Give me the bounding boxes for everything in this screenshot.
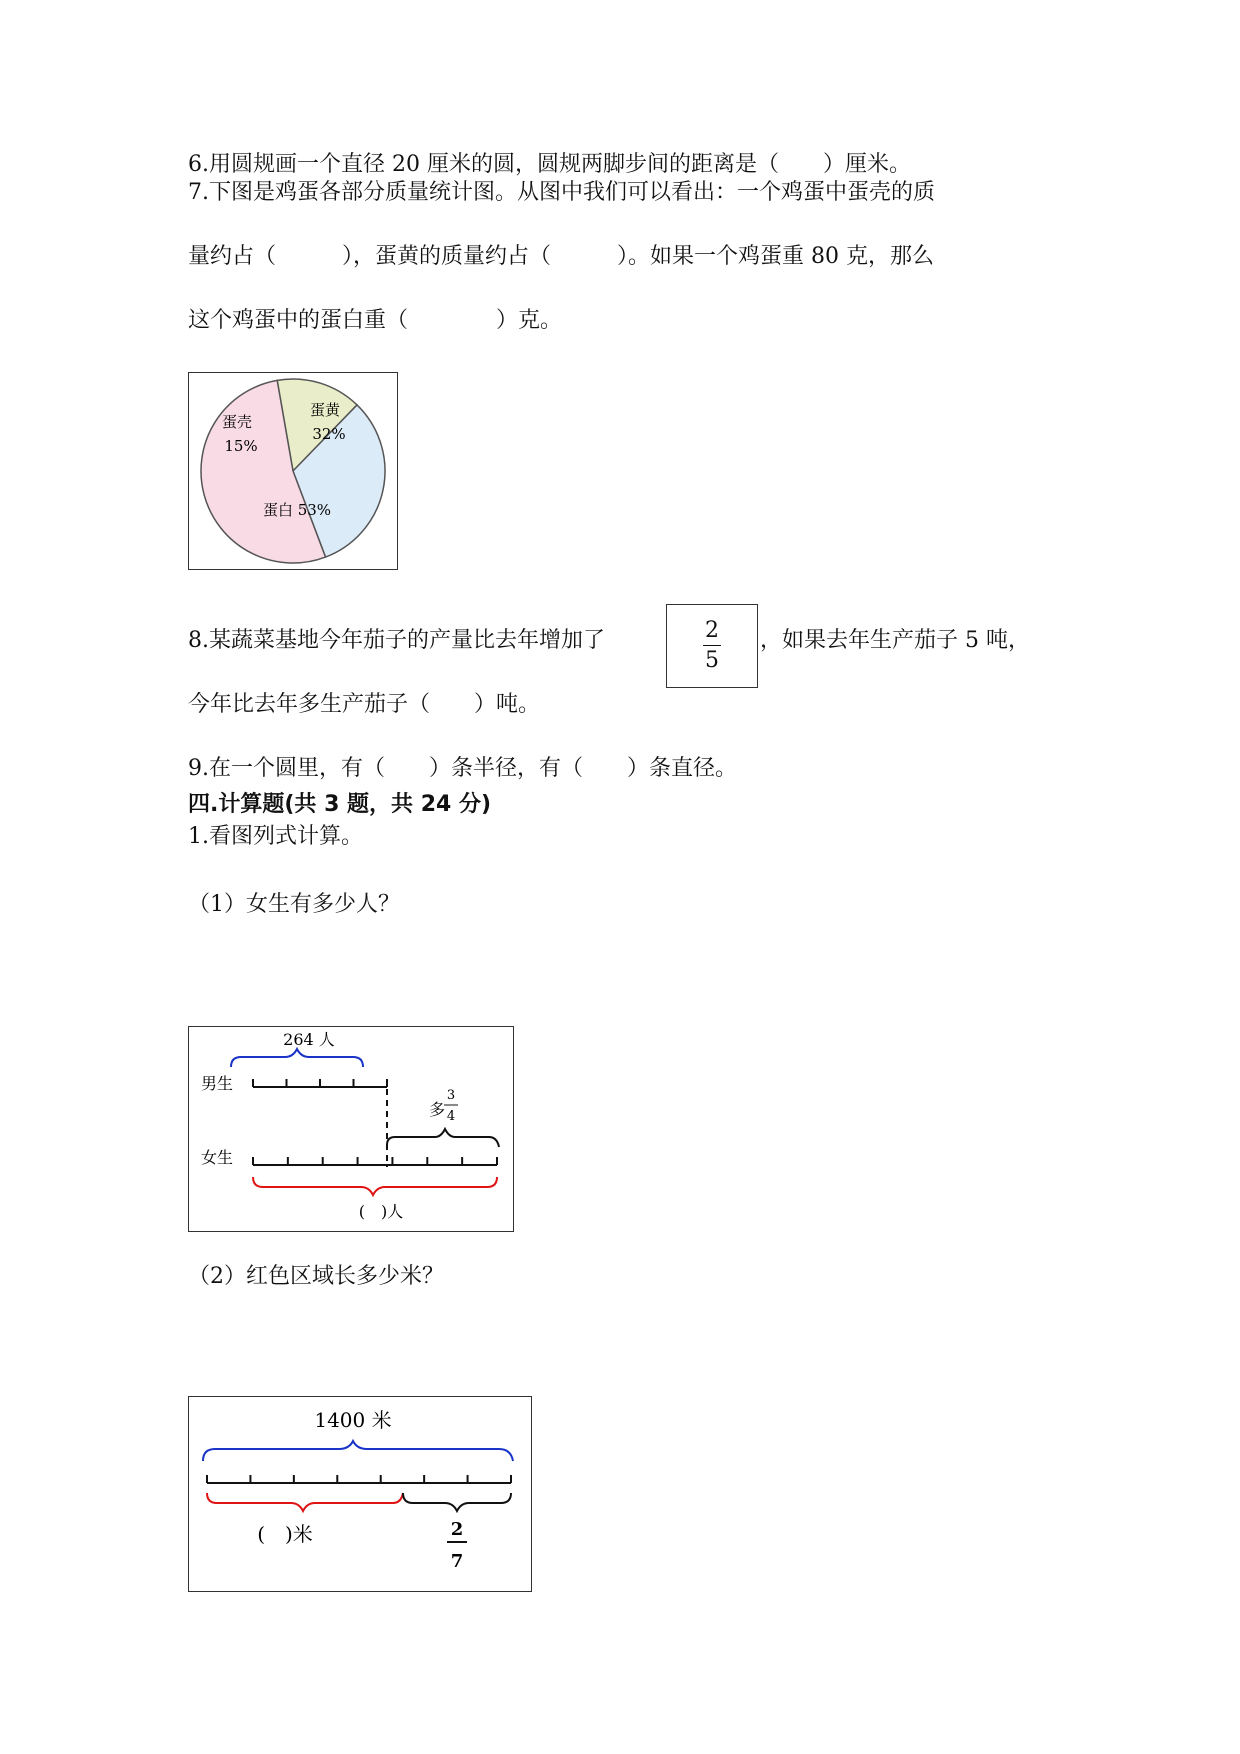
boys-total-label: 264 人 bbox=[283, 1030, 335, 1049]
pie-label-white: 蛋白 53% bbox=[262, 501, 332, 519]
boys-girls-diagram bbox=[188, 1026, 514, 1232]
extra-numerator: 3 bbox=[446, 1088, 456, 1103]
extra-denominator: 4 bbox=[446, 1109, 456, 1124]
sub-question-1: （1）女生有多少人？ bbox=[188, 892, 400, 917]
question-7-line-1: 7.下图是鸡蛋各部分质量统计图。从图中我们可以看出：一个鸡蛋中蛋壳的质 bbox=[188, 180, 935, 205]
top-brace-blue bbox=[231, 1049, 363, 1067]
pie-label-shell-pct: 15% bbox=[224, 437, 258, 455]
section-4-heading: 四.计算题(共 3 题，共 24 分) bbox=[188, 792, 492, 817]
question-9: 9.在一个圆里，有（ ）条半径，有（ ）条直径。 bbox=[188, 756, 737, 781]
question-6: 6.用圆规画一个直径 20 厘米的圆，圆规两脚步间的距离是（ ）厘米。 bbox=[188, 152, 911, 177]
bottom-brace-black bbox=[403, 1493, 511, 1511]
question-8-part-1: 8.某蔬菜基地今年茄子的产量比去年增加了 bbox=[188, 628, 605, 653]
fraction-denominator: 7 bbox=[450, 1551, 464, 1572]
length-diagram bbox=[188, 1396, 532, 1592]
bottom-brace-red bbox=[253, 1177, 497, 1195]
extra-brace bbox=[387, 1129, 499, 1147]
fraction-bar bbox=[703, 645, 721, 646]
question-7-line-3: 这个鸡蛋中的蛋白重（ ）克。 bbox=[188, 308, 563, 333]
question-8-part-2: ，如果去年生产茄子 5 吨， bbox=[760, 628, 1030, 653]
sub-question-2: （2）红色区域长多少米？ bbox=[188, 1264, 444, 1289]
pie-label-shell-name: 蛋壳 bbox=[221, 413, 253, 431]
top-brace-blue bbox=[203, 1441, 513, 1461]
question-7-line-2: 量约占（ ），蛋黄的质量约占（ ）。如果一个鸡蛋重 80 克，那么 bbox=[188, 244, 934, 269]
length-svg bbox=[189, 1397, 531, 1591]
boys-girls-svg bbox=[189, 1027, 513, 1231]
fraction-numerator: 2 bbox=[450, 1519, 464, 1540]
pie-label-yolk-pct: 32% bbox=[312, 425, 346, 443]
extra-prefix: 多 bbox=[429, 1100, 446, 1119]
bottom-brace-red bbox=[207, 1493, 403, 1511]
section-4-question-1: 1.看图列式计算。 bbox=[188, 824, 363, 849]
pie-svg bbox=[189, 373, 397, 569]
girls-label: 女生 bbox=[201, 1148, 234, 1167]
fraction-box bbox=[666, 604, 758, 688]
total-length-label: 1400 米 bbox=[314, 1408, 392, 1432]
question-8-line-2: 今年比去年多生产茄子（ ）吨。 bbox=[188, 692, 541, 717]
red-length-label: ( )米 bbox=[257, 1522, 313, 1546]
fraction-numerator: 2 bbox=[705, 618, 719, 643]
boys-label: 男生 bbox=[201, 1074, 234, 1093]
girls-answer-label: ( )人 bbox=[358, 1202, 404, 1221]
fraction-denominator: 5 bbox=[705, 648, 719, 673]
egg-pie-chart bbox=[188, 372, 398, 570]
pie-label-yolk-name: 蛋黄 bbox=[309, 401, 341, 419]
